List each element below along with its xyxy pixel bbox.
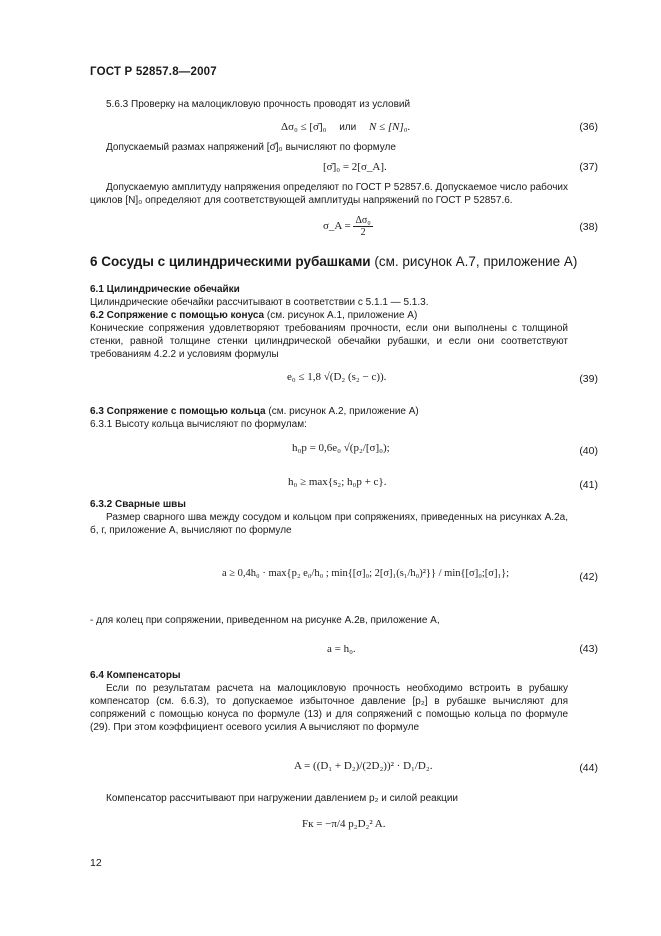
paragraph-37: Допускаемый размах напряжений [σ̄]₀ вычисляют по формуле (106, 142, 396, 153)
paragraph-563: 5.6.3 Проверку на малоцикловую прочность проводят из условий (106, 99, 411, 110)
subsection-632-text: Размер сварного шва между сосудом и кольцом при сопряжениях, приведенных на рисунках А.2а, б, г, приложение А, вычисляют по формуле (90, 512, 568, 536)
formula-38 (323, 215, 373, 238)
equation-number-44: (44) (579, 762, 598, 774)
section-6-title (90, 254, 577, 269)
section-6-title-ref: (см. рисунок А.7, приложение А) (374, 254, 578, 269)
document-header: ГОСТ Р 52857.8—2007 (90, 66, 217, 78)
subsection-61-title: 6.1 Цилиндрические обечайки (90, 284, 240, 295)
paragraph-38: Допускаемую амплитуду напряжения определяют по ГОСТ Р 52857.6. Допускаемое число рабочих циклов [N]₀ определяют для соответствующей амплитуды напряжений по ГОСТ Р 52857.6. (90, 182, 568, 206)
formula-36-or: или (339, 122, 357, 133)
formula-42: a ≥ 0,4h₀ · max{p₂ e₀/h₀ ; min{[σ]₀; 2[σ]₁(s₁/h₀)²}} / min{[σ]₀;[σ]₁}; (222, 568, 510, 579)
equation-number-42: (42) (579, 571, 598, 583)
paragraph-45: Компенсатор рассчитывают при нагружении давлением p₂ и силой реакции (106, 793, 459, 804)
section-6-title-text: 6 Сосуды с цилиндрическими рубашками (90, 254, 371, 269)
subsection-632-title: 6.3.2 Сварные швы (90, 499, 186, 510)
subsection-63-heading (90, 405, 568, 418)
formula-41: h₀ ≥ max{s₂; h₀p + c}. (288, 476, 387, 488)
formula-38-numerator: Δσ₀ (355, 215, 371, 226)
equation-number-40: (40) (579, 445, 598, 457)
formula-36-left: Δσ₀ ≤ [σ̄]₀ (281, 121, 327, 133)
formula-36 (281, 121, 410, 133)
page-number: 12 (90, 857, 102, 869)
formula-39: e₀ ≤ 1,8 √(D₂ (s₂ − c)). (287, 371, 387, 383)
subsection-631-text: 6.3.1 Высоту кольца вычисляют по формулам: (90, 419, 307, 430)
formula-45: Fк = −π/4 p₂D₂² A. (302, 818, 386, 830)
subsection-62-text: Конические сопряжения удовлетворяют требованиям прочности, если они выполнены с толщиной стенки, равной толщине стенки цилиндрической обечайки рубашки, и если они соответствуют требованиям 4.2.2 и условиям формулы (90, 323, 568, 360)
paragraph-43: - для колец при сопряжении, приведенном на рисунке А.2в, приложение А, (90, 615, 440, 626)
equation-number-38: (38) (579, 221, 598, 233)
equation-number-41: (41) (579, 479, 598, 491)
formula-37: [σ̄]₀ = 2[σ_A]. (323, 161, 387, 173)
subsection-63-ref: (см. рисунок А.2, приложение А) (268, 406, 419, 417)
formula-43: a = h₀. (327, 643, 356, 655)
formula-38-left: σ_A = (323, 220, 351, 233)
formula-44: A = ((D₁ + D₂)/(2D₂))² · D₁/D₂. (294, 760, 433, 772)
subsection-62-ref: (см. рисунок А.1, приложение А) (266, 310, 418, 321)
equation-number-36: (36) (579, 121, 598, 133)
formula-40: h₀p = 0,6e₀ √(p₂/[σ]₀); (292, 442, 390, 454)
equation-number-43: (43) (579, 643, 598, 655)
formula-36-right: N ≤ [N]₀. (368, 121, 411, 133)
subsection-61-text: Цилиндрические обечайки рассчитывают в соответствии с 5.1.1 — 5.1.3. (90, 297, 429, 308)
formula-38-fraction (353, 215, 372, 238)
subsection-62-title: 6.2 Сопряжение с помощью конуса (90, 310, 265, 321)
subsection-64-text: Если по результатам расчета на малоцикловую прочность необходимо встроить в рубашку компенсатор (см. 6.6.3), то допускаемое избыточное давление [p₂] в рубашке вычисляют для сопряжений с помощью конуса по формуле (13) и для сопряжений с помощью кольца по формуле (29). При этом коэффициент осевого усилия A вычисляют по формуле (90, 683, 568, 733)
subsection-64-title: 6.4 Компенсаторы (90, 670, 181, 681)
equation-number-39: (39) (579, 373, 598, 385)
subsection-63-title: 6.3 Сопряжение с помощью кольца (90, 406, 266, 417)
subsection-62-heading (90, 309, 568, 322)
formula-38-denominator: 2 (360, 227, 366, 238)
equation-number-37: (37) (579, 161, 598, 173)
